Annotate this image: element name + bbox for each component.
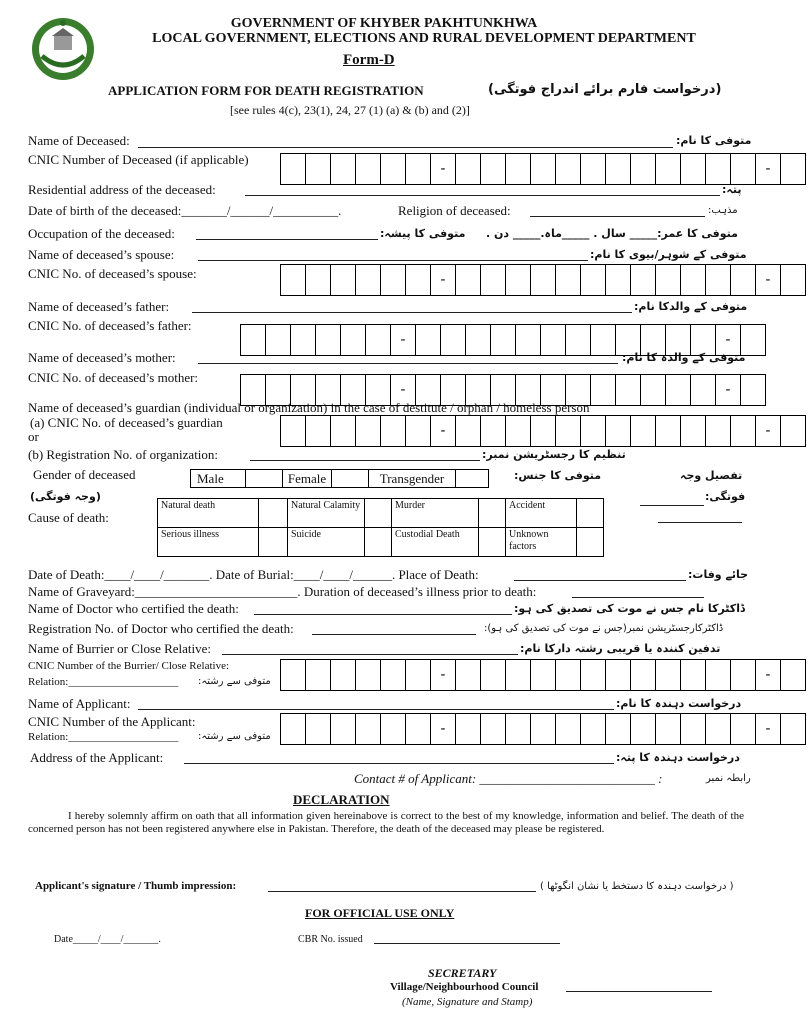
religion-label: Religion of deceased: (398, 203, 511, 218)
religion-input[interactable] (530, 216, 705, 217)
cause-label: Cause of death: (28, 510, 109, 525)
cnic-deceased-boxes[interactable]: - - (280, 153, 806, 185)
name-deceased-urdu: متوفی کا نام: (676, 134, 752, 147)
gender-male[interactable]: Male (191, 470, 246, 487)
form-id: Form-D (343, 52, 395, 68)
signature-urdu: ( درخواست دہندہ کا دستخط یا نشان انگوٹھا ) (540, 881, 734, 892)
cnic-applicant-boxes[interactable]: - - (280, 713, 806, 745)
cnic-spouse-boxes[interactable]: - - (280, 264, 806, 296)
burrier-label: Name of Burrier or Close Relative: (28, 641, 212, 656)
occupation-urdu: متوفی کا پیشہ: (380, 227, 466, 240)
form-title: APPLICATION FORM FOR DEATH REGISTRATION (108, 83, 424, 98)
graveyard-label: Name of Graveyard:_________________________. Duration of deceased’s illness prior to death: (28, 584, 537, 599)
cnic-applicant-label: CNIC Number of the Applicant: (28, 714, 196, 729)
dob-label: Date of birth of the deceased:_______/______/__________. (28, 203, 342, 218)
date-death-label: Date of Death:____/____/_______. Date of Burial:____/____/______. Place of Death: (28, 567, 479, 582)
guardian-label: Name of deceased’s guardian (individual or organization) in the case of destitute / orphan / homeless person (28, 400, 590, 415)
signature-input[interactable] (268, 891, 536, 892)
signature-label: Applicant's signature / Thumb impression: (35, 880, 237, 892)
secretary-label: SECRETARY (428, 966, 497, 980)
cause-natural-death-check[interactable] (259, 499, 288, 528)
cnic-deceased-label: CNIC Number of Deceased (if applicable) (28, 152, 249, 167)
doctor-label: Name of Doctor who certified the death: (28, 601, 239, 616)
cause-murder: Murder (392, 499, 479, 528)
spouse-input[interactable] (198, 260, 588, 261)
official-date-label: Date_____/____/_______. (54, 934, 161, 945)
cause-of-death-table[interactable] (157, 498, 604, 557)
father-urdu: متوفی کے والدکا نام: (634, 300, 748, 313)
cnic-mother-label: CNIC No. of deceased’s mother: (28, 370, 199, 385)
address-urdu: پتہ: (722, 183, 742, 196)
address-input[interactable] (245, 195, 720, 196)
official-heading: FOR OFFICIAL USE ONLY (305, 906, 455, 920)
religion-urdu: مذہب: (708, 205, 738, 216)
reg-org-input[interactable] (250, 460, 480, 461)
declaration-text: I hereby solemnly affirm on oath that all information given hereinabove is correct to the best of my knowledge, information and belief. The death of the concerned person has not been registered anywhere else in Pakistan. Therefore, the death of the deceased may please be registered. (28, 810, 744, 835)
cbr-label: CBR No. issued (298, 934, 363, 945)
burrier-input[interactable] (222, 654, 518, 655)
reg-org-label: (b) Registration No. of organization: (28, 447, 219, 462)
cause-accident: Accident (506, 499, 577, 528)
cause-unknown-factors: Unknown factors (506, 528, 577, 557)
cause-murder-check[interactable] (479, 499, 506, 528)
burrier-urdu: تدفین کنندہ یا قریبی رشتہ دارکا نام: (520, 642, 721, 655)
mother-input[interactable] (198, 363, 618, 364)
name-deceased-label: Name of Deceased: (28, 133, 130, 148)
cause-suicide: Suicide (288, 528, 365, 557)
cause-natural-calamity: Natural Calamity (288, 499, 365, 528)
doctor-reg-input[interactable] (312, 634, 476, 635)
rules-reference: [see rules 4(c), 23(1), 24, 27 (1) (a) & (b) and (2)] (230, 103, 470, 117)
address-applicant-urdu: درخواست دہندہ کا پتہ: (616, 751, 740, 764)
relation-burrier-label: Relation:____________________ (28, 676, 179, 688)
doctor-reg-label: Registration No. of Doctor who certified the death: (28, 621, 294, 636)
applicant-input[interactable] (138, 709, 614, 710)
illness-duration-input[interactable] (572, 597, 704, 598)
relation-applicant-label: Relation:____________________ (28, 731, 179, 743)
father-input[interactable] (192, 312, 632, 313)
address-label: Residential address of the deceased: (28, 182, 216, 197)
mother-label: Name of deceased’s mother: (28, 350, 176, 365)
father-label: Name of deceased’s father: (28, 299, 170, 314)
gender-female[interactable]: Female (283, 470, 332, 487)
name-deceased-input[interactable] (138, 147, 673, 148)
cause-serious-illness: Serious illness (158, 528, 259, 557)
applicant-label: Name of Applicant: (28, 696, 131, 711)
government-heading: GOVERNMENT OF KHYBER PAKHTUNKHWA (230, 16, 538, 31)
place-death-input[interactable] (514, 580, 686, 581)
council-signature-input[interactable] (566, 991, 712, 992)
cause-detail-input-2[interactable] (658, 522, 742, 523)
relation-applicant-urdu: متوفی سے رشتہ: (198, 731, 271, 742)
address-applicant-input[interactable] (184, 763, 614, 764)
spouse-label: Name of deceased’s spouse: (28, 247, 175, 262)
council-label: Village/Neighbourhood Council (390, 981, 539, 993)
or-label: or (28, 429, 39, 444)
contact-label: Contact # of Applicant: ___________________________ : (354, 771, 663, 786)
cnic-mother-boxes[interactable]: - - (240, 374, 766, 406)
gender-transgender[interactable]: Transgender (369, 470, 456, 487)
contact-urdu: رابطہ نمبر (706, 773, 751, 784)
cause-custodial-death-check[interactable] (479, 528, 506, 557)
doctor-urdu: ڈاکٹرکا نام جس نے موت کی تصدیق کی ہو: (514, 602, 745, 615)
mother-urdu: متوفی کے والدہ کا نام: (622, 351, 746, 364)
gender-urdu: متوفی کا جنس: (514, 469, 602, 482)
spouse-urdu: متوفی کے شوہر/بیوی کا نام: (590, 248, 747, 261)
gender-options[interactable] (190, 469, 489, 488)
cnic-father-label: CNIC No. of deceased’s father: (28, 318, 192, 333)
form-title-urdu: (درخواست فارم برائے اندراج فوتگی) (488, 82, 722, 97)
declaration-heading: DECLARATION (293, 792, 390, 807)
place-death-urdu: جائے وفات: (688, 568, 749, 581)
cause-accident-check[interactable] (577, 499, 604, 528)
cause-suicide-check[interactable] (365, 528, 392, 557)
cnic-burrier-label: CNIC Number of the Burrier/ Close Relative: (28, 660, 230, 672)
occupation-input[interactable] (196, 239, 378, 240)
cnic-guardian-label: (a) CNIC No. of deceased’s guardian (30, 415, 223, 430)
relation-burrier-urdu: متوفی سے رشتہ: (198, 676, 271, 687)
age-urdu: متوفی کا عمر:_____ سال . _____ماہ._____ دن . (486, 227, 738, 240)
reg-org-urdu: تنظیم کا رجسٹریشن نمبر: (482, 448, 626, 461)
cnic-guardian-boxes[interactable]: - - (280, 415, 806, 447)
cnic-spouse-label: CNIC No. of deceased’s spouse: (28, 266, 197, 281)
cause-natural-calamity-check[interactable] (365, 499, 392, 528)
doctor-reg-urdu: ڈاکٹرکارجسٹریشن نمبر(جس نے موت کی تصدیق کی ہو): (484, 623, 724, 634)
cause-natural-death: Natural death (158, 499, 259, 528)
address-applicant-label: Address of the Applicant: (30, 750, 164, 765)
cause-detail-urdu: تفصیل وجہ (680, 469, 743, 482)
cause-detail-input-1[interactable] (640, 505, 704, 506)
cbr-input[interactable] (374, 943, 560, 944)
cnic-father-boxes[interactable]: - - (240, 324, 766, 356)
cause-detail-urdu-2: فوتگی: (705, 490, 746, 503)
doctor-input[interactable] (254, 614, 512, 615)
cause-urdu-left: (وجہ فوتگی) (30, 490, 101, 503)
applicant-urdu: درخواست دہندہ کا نام: (616, 697, 742, 710)
cause-unknown-factors-check[interactable] (577, 528, 604, 557)
gender-label: Gender of deceased (33, 467, 136, 482)
stamp-label: (Name, Signature and Stamp) (402, 996, 533, 1008)
cnic-burrier-boxes[interactable]: - - (280, 659, 806, 691)
cause-custodial-death: Custodial Death (392, 528, 479, 557)
department-heading: LOCAL GOVERNMENT, ELECTIONS AND RURAL DEVELOPMENT DEPARTMENT (152, 31, 696, 46)
cause-serious-illness-check[interactable] (259, 528, 288, 557)
occupation-label: Occupation of the deceased: (28, 226, 175, 241)
